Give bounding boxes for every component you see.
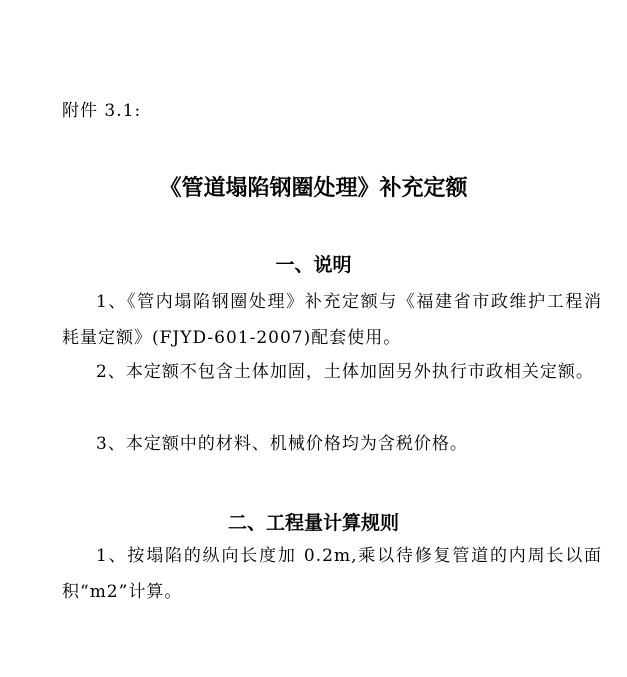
paragraph: 3、本定额中的材料、机械价格均为含税价格。 xyxy=(96,434,468,454)
section-heading-explanation: 一、说明 xyxy=(275,254,352,276)
paragraph: 1、按塌陷的纵向长度加 0.2m,乘以待修复管道的内周长以面积“m2”计算。 xyxy=(62,546,602,602)
attachment-label: 附件 3.1: xyxy=(62,101,142,121)
section-heading-calculation-rules: 二、工程量计算规则 xyxy=(227,512,399,534)
document-title: 《管道塌陷钢圈处理》补充定额 xyxy=(159,176,468,201)
paragraph: 2、本定额不包含土体加固，土体加固另外执行市政相关定额。 xyxy=(96,362,594,382)
paragraph: 1、《管内塌陷钢圈处理》补充定额与《福建省市政维护工程消耗量定额》(FJYD-601-2007)配套使用。 xyxy=(62,292,602,348)
